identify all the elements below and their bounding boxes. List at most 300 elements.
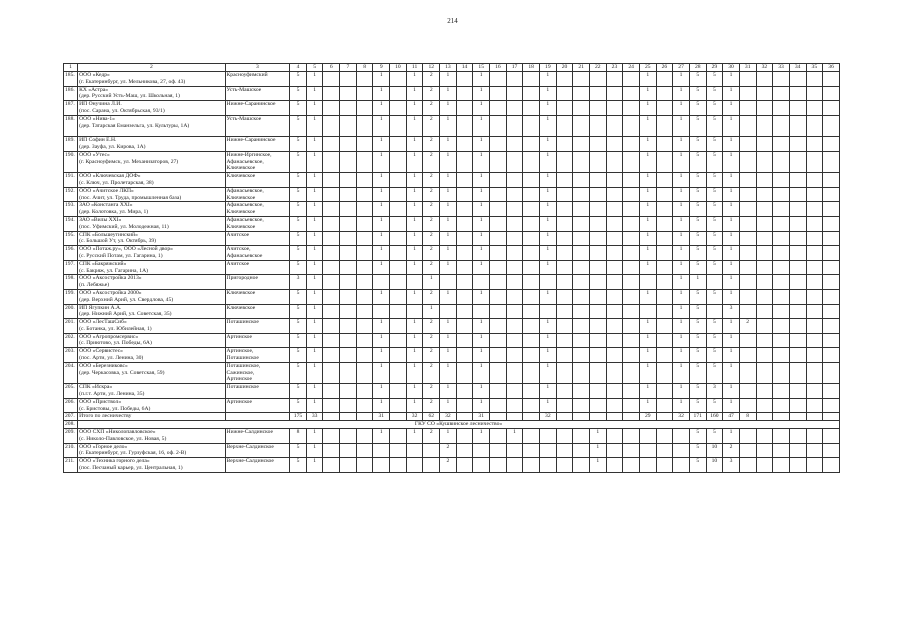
value-cell bbox=[556, 137, 573, 152]
header-cell: 31 bbox=[739, 64, 756, 72]
value-cell bbox=[789, 231, 806, 246]
header-cell: 7 bbox=[340, 64, 357, 72]
value-cell: 1 bbox=[473, 246, 490, 261]
value-cell bbox=[490, 202, 507, 217]
value-cell bbox=[573, 275, 590, 290]
row-number: 198. bbox=[64, 275, 78, 290]
value-cell: 1 bbox=[540, 151, 557, 172]
value-cell bbox=[473, 275, 490, 290]
value-cell: 1 bbox=[306, 72, 323, 87]
value-cell bbox=[356, 443, 373, 458]
value-cell bbox=[340, 173, 357, 188]
value-cell: 1 bbox=[440, 429, 457, 444]
value-cell bbox=[589, 72, 606, 87]
value-cell: 1 bbox=[473, 173, 490, 188]
value-cell bbox=[739, 304, 756, 319]
value-cell bbox=[756, 319, 773, 334]
value-cell bbox=[523, 348, 540, 363]
value-cell bbox=[390, 413, 407, 421]
value-cell: 1 bbox=[306, 231, 323, 246]
value-cell: 1 bbox=[440, 115, 457, 136]
value-cell bbox=[490, 362, 507, 383]
value-cell bbox=[823, 151, 840, 172]
value-cell bbox=[323, 398, 340, 413]
row-number: 185. bbox=[64, 72, 78, 87]
value-cell: 32 bbox=[673, 413, 690, 421]
value-cell bbox=[739, 72, 756, 87]
value-cell bbox=[490, 86, 507, 101]
organization-address: (с. Николо-Павловское, ул. Новая, 5) bbox=[79, 435, 167, 442]
value-cell bbox=[573, 137, 590, 152]
value-cell bbox=[490, 101, 507, 116]
value-cell bbox=[823, 304, 840, 319]
table-row bbox=[64, 443, 840, 458]
value-cell bbox=[523, 413, 540, 421]
value-cell bbox=[490, 137, 507, 152]
value-cell: 1 bbox=[306, 348, 323, 363]
value-cell bbox=[456, 429, 473, 444]
row-number: 209. bbox=[64, 429, 78, 444]
value-cell: 1 bbox=[589, 443, 606, 458]
value-cell bbox=[606, 260, 623, 275]
value-cell: 1 bbox=[423, 275, 440, 290]
value-cell: 5 bbox=[290, 398, 307, 413]
organization-address: (г. Екатеринбург, ул. Гурзуфская, 16, оф. 2-В) bbox=[79, 450, 187, 457]
value-cell: 3 bbox=[723, 304, 740, 319]
value-cell bbox=[490, 231, 507, 246]
value-cell bbox=[739, 398, 756, 413]
organization-cell bbox=[78, 72, 225, 87]
value-cell: 1 bbox=[406, 151, 423, 172]
value-cell: 5 bbox=[706, 362, 723, 383]
organization-address: (дер. Черкасовка, ул. Советская, 59) bbox=[79, 369, 165, 376]
value-cell: 1 bbox=[440, 333, 457, 348]
value-cell: 1 bbox=[639, 86, 656, 101]
value-cell bbox=[556, 348, 573, 363]
value-cell bbox=[523, 86, 540, 101]
value-cell bbox=[373, 275, 390, 290]
value-cell bbox=[773, 458, 790, 473]
value-cell bbox=[789, 348, 806, 363]
value-cell: 1 bbox=[306, 384, 323, 399]
organization-name: ИП Ягупкин А.А. bbox=[79, 304, 122, 311]
value-cell: 1 bbox=[540, 187, 557, 202]
value-cell: 5 bbox=[290, 304, 307, 319]
value-cell bbox=[556, 101, 573, 116]
value-cell bbox=[456, 202, 473, 217]
value-cell: 5 bbox=[689, 137, 706, 152]
value-cell bbox=[656, 348, 673, 363]
value-cell bbox=[773, 333, 790, 348]
value-cell: 1 bbox=[373, 246, 390, 261]
value-cell: 62 bbox=[423, 413, 440, 421]
value-cell bbox=[323, 202, 340, 217]
value-cell bbox=[806, 304, 823, 319]
value-cell: 1 bbox=[589, 458, 606, 473]
value-cell: 1 bbox=[406, 72, 423, 87]
value-cell bbox=[490, 443, 507, 458]
value-cell: 2 bbox=[423, 187, 440, 202]
value-cell bbox=[340, 398, 357, 413]
value-cell: 1 bbox=[440, 151, 457, 172]
value-cell bbox=[739, 86, 756, 101]
value-cell bbox=[506, 443, 523, 458]
value-cell bbox=[573, 151, 590, 172]
value-cell: 1 bbox=[723, 275, 740, 290]
value-cell bbox=[573, 173, 590, 188]
value-cell: 1 bbox=[406, 398, 423, 413]
district-cell bbox=[225, 86, 290, 101]
value-cell: 1 bbox=[723, 86, 740, 101]
value-cell: 2 bbox=[423, 137, 440, 152]
value-cell bbox=[773, 86, 790, 101]
value-cell bbox=[623, 413, 640, 421]
value-cell bbox=[573, 362, 590, 383]
organization-cell bbox=[78, 362, 225, 383]
value-cell bbox=[806, 101, 823, 116]
value-cell bbox=[756, 304, 773, 319]
value-cell bbox=[589, 260, 606, 275]
value-cell bbox=[456, 246, 473, 261]
value-cell bbox=[589, 333, 606, 348]
value-cell bbox=[356, 202, 373, 217]
organization-cell bbox=[78, 289, 225, 304]
district-cell bbox=[225, 173, 290, 188]
value-cell: 1 bbox=[639, 72, 656, 87]
value-cell bbox=[823, 362, 840, 383]
value-cell bbox=[356, 260, 373, 275]
value-cell bbox=[506, 384, 523, 399]
value-cell bbox=[773, 384, 790, 399]
value-cell bbox=[806, 173, 823, 188]
value-cell: 1 bbox=[639, 246, 656, 261]
value-cell: 1 bbox=[540, 362, 557, 383]
value-cell bbox=[756, 72, 773, 87]
value-cell bbox=[656, 115, 673, 136]
value-cell: 1 bbox=[473, 101, 490, 116]
value-cell bbox=[356, 413, 373, 421]
value-cell: 5 bbox=[290, 173, 307, 188]
district-cell bbox=[225, 246, 290, 261]
header-cell: 17 bbox=[506, 64, 523, 72]
page-number: 214 bbox=[447, 17, 458, 25]
value-cell: 5 bbox=[290, 348, 307, 363]
register-table bbox=[63, 63, 840, 473]
value-cell: 5 bbox=[290, 216, 307, 231]
value-cell: 5 bbox=[290, 246, 307, 261]
organization-address: (пос. Арти, ул. Ленина, 30) bbox=[79, 355, 144, 362]
district-name: Ключевское bbox=[226, 165, 256, 172]
value-cell: 2 bbox=[723, 443, 740, 458]
value-cell: 1 bbox=[673, 86, 690, 101]
organization-address: (с. Большой Ут, ул. Октябрь, 39) bbox=[79, 238, 157, 245]
value-cell bbox=[456, 173, 473, 188]
value-cell bbox=[556, 260, 573, 275]
value-cell: 1 bbox=[306, 216, 323, 231]
value-cell bbox=[639, 443, 656, 458]
header-cell: 1 bbox=[64, 64, 78, 72]
organization-cell bbox=[78, 173, 225, 188]
value-cell bbox=[390, 319, 407, 334]
value-cell bbox=[556, 398, 573, 413]
value-cell: 5 bbox=[689, 86, 706, 101]
value-cell bbox=[456, 101, 473, 116]
table-row bbox=[64, 173, 840, 188]
organization-cell bbox=[78, 304, 225, 319]
header-cell: 21 bbox=[573, 64, 590, 72]
table-row bbox=[64, 429, 840, 444]
value-cell: 1 bbox=[373, 137, 390, 152]
value-cell bbox=[556, 151, 573, 172]
value-cell: 5 bbox=[706, 86, 723, 101]
value-cell bbox=[823, 137, 840, 152]
value-cell bbox=[573, 216, 590, 231]
value-cell: 1 bbox=[373, 260, 390, 275]
value-cell: 5 bbox=[290, 151, 307, 172]
value-cell bbox=[506, 458, 523, 473]
organization-name: Итого по лесничеству bbox=[79, 413, 132, 420]
value-cell bbox=[756, 101, 773, 116]
value-cell bbox=[356, 429, 373, 444]
table-row bbox=[64, 319, 840, 334]
organization-cell bbox=[78, 137, 225, 152]
district-name: Артинское, bbox=[226, 348, 254, 355]
district-name: Нижне-Салдинское bbox=[226, 429, 273, 436]
value-cell bbox=[390, 72, 407, 87]
value-cell bbox=[656, 333, 673, 348]
value-cell bbox=[456, 72, 473, 87]
value-cell bbox=[390, 231, 407, 246]
value-cell bbox=[606, 333, 623, 348]
organization-address: (с. Ключ, ул. Пролетарская, 38) bbox=[79, 179, 154, 186]
value-cell bbox=[340, 187, 357, 202]
value-cell bbox=[323, 348, 340, 363]
value-cell bbox=[540, 304, 557, 319]
value-cell bbox=[323, 86, 340, 101]
value-cell: 1 bbox=[540, 86, 557, 101]
value-cell bbox=[556, 304, 573, 319]
value-cell bbox=[506, 86, 523, 101]
value-cell bbox=[556, 86, 573, 101]
value-cell: 1 bbox=[540, 202, 557, 217]
value-cell bbox=[573, 304, 590, 319]
value-cell bbox=[656, 231, 673, 246]
value-cell bbox=[606, 362, 623, 383]
value-cell bbox=[456, 187, 473, 202]
organization-cell bbox=[78, 348, 225, 363]
table-row bbox=[64, 421, 840, 429]
value-cell bbox=[340, 333, 357, 348]
value-cell bbox=[556, 246, 573, 261]
value-cell: 1 bbox=[306, 202, 323, 217]
value-cell bbox=[623, 333, 640, 348]
value-cell bbox=[340, 216, 357, 231]
value-cell bbox=[823, 231, 840, 246]
value-cell: 1 bbox=[540, 231, 557, 246]
value-cell bbox=[739, 115, 756, 136]
value-cell bbox=[756, 173, 773, 188]
organization-name: ООО «Аксостройка 2000» bbox=[79, 289, 142, 296]
value-cell: 5 bbox=[689, 333, 706, 348]
value-cell bbox=[739, 246, 756, 261]
value-cell bbox=[556, 173, 573, 188]
value-cell bbox=[623, 246, 640, 261]
value-cell: 5 bbox=[689, 289, 706, 304]
value-cell: 33 bbox=[306, 413, 323, 421]
value-cell: 31 bbox=[373, 413, 390, 421]
organization-name: ООО «Нива-1» bbox=[79, 115, 115, 122]
value-cell bbox=[806, 86, 823, 101]
value-cell bbox=[556, 202, 573, 217]
value-cell bbox=[340, 275, 357, 290]
value-cell bbox=[789, 260, 806, 275]
value-cell bbox=[773, 187, 790, 202]
value-cell: 1 bbox=[639, 398, 656, 413]
value-cell bbox=[756, 333, 773, 348]
value-cell bbox=[656, 72, 673, 87]
value-cell bbox=[523, 275, 540, 290]
value-cell: 8 bbox=[290, 429, 307, 444]
value-cell: 5 bbox=[706, 151, 723, 172]
organization-name: ООО «Горное дело» bbox=[79, 443, 128, 450]
value-cell: 1 bbox=[473, 216, 490, 231]
value-cell: 5 bbox=[689, 72, 706, 87]
value-cell: 1 bbox=[639, 137, 656, 152]
district-cell bbox=[225, 202, 290, 217]
value-cell: 5 bbox=[290, 202, 307, 217]
district-cell bbox=[225, 413, 290, 421]
value-cell bbox=[340, 231, 357, 246]
value-cell: 1 bbox=[440, 289, 457, 304]
header-cell: 35 bbox=[806, 64, 823, 72]
value-cell bbox=[490, 384, 507, 399]
value-cell: 1 bbox=[639, 319, 656, 334]
value-cell: 1 bbox=[673, 398, 690, 413]
value-cell bbox=[490, 289, 507, 304]
organization-address: (п.г.т. Арти, ул. Ленина, 35) bbox=[79, 391, 145, 398]
table-row bbox=[64, 275, 840, 290]
value-cell: 1 bbox=[373, 151, 390, 172]
header-cell: 29 bbox=[706, 64, 723, 72]
value-cell bbox=[739, 443, 756, 458]
organization-name: СПК «Бакряжский» bbox=[79, 260, 127, 267]
value-cell: 1 bbox=[306, 260, 323, 275]
value-cell bbox=[623, 458, 640, 473]
value-cell bbox=[756, 429, 773, 444]
value-cell bbox=[523, 304, 540, 319]
table-row bbox=[64, 384, 840, 399]
value-cell bbox=[356, 216, 373, 231]
value-cell bbox=[573, 319, 590, 334]
header-cell: 32 bbox=[756, 64, 773, 72]
value-cell bbox=[623, 348, 640, 363]
row-number: 187. bbox=[64, 101, 78, 116]
value-cell bbox=[456, 319, 473, 334]
organization-name: ООО «Потаж.ру», ООО «Лесной двор» bbox=[79, 246, 173, 253]
value-cell bbox=[656, 187, 673, 202]
value-cell: 2 bbox=[423, 202, 440, 217]
organization-cell bbox=[78, 333, 225, 348]
value-cell bbox=[323, 275, 340, 290]
value-cell: 5 bbox=[706, 137, 723, 152]
value-cell bbox=[390, 86, 407, 101]
organization-cell bbox=[78, 151, 225, 172]
value-cell bbox=[456, 443, 473, 458]
value-cell: 1 bbox=[723, 348, 740, 363]
value-cell: 1 bbox=[440, 173, 457, 188]
value-cell bbox=[739, 275, 756, 290]
district-cell bbox=[225, 137, 290, 152]
value-cell: 175 bbox=[290, 413, 307, 421]
value-cell bbox=[356, 137, 373, 152]
value-cell: 1 bbox=[306, 443, 323, 458]
value-cell bbox=[773, 173, 790, 188]
value-cell: 1 bbox=[473, 348, 490, 363]
organization-name: ООО «Утес» bbox=[79, 151, 110, 158]
value-cell bbox=[623, 429, 640, 444]
value-cell bbox=[773, 137, 790, 152]
district-cell bbox=[225, 362, 290, 383]
table-row bbox=[64, 246, 840, 261]
value-cell: 2 bbox=[423, 429, 440, 444]
value-cell bbox=[789, 398, 806, 413]
value-cell bbox=[773, 246, 790, 261]
value-cell: 5 bbox=[290, 289, 307, 304]
header-cell: 6 bbox=[323, 64, 340, 72]
table-row bbox=[64, 260, 840, 275]
value-cell: 1 bbox=[306, 304, 323, 319]
value-cell: 3 bbox=[723, 458, 740, 473]
value-cell: 1 bbox=[406, 384, 423, 399]
value-cell bbox=[789, 115, 806, 136]
row-number: 207. bbox=[64, 413, 78, 421]
value-cell bbox=[756, 86, 773, 101]
value-cell: 5 bbox=[706, 231, 723, 246]
value-cell: 1 bbox=[639, 362, 656, 383]
row-number: 204. bbox=[64, 362, 78, 383]
value-cell bbox=[789, 458, 806, 473]
value-cell bbox=[490, 458, 507, 473]
row-number: 194. bbox=[64, 216, 78, 231]
organization-cell bbox=[78, 246, 225, 261]
value-cell bbox=[606, 319, 623, 334]
value-cell bbox=[656, 246, 673, 261]
value-cell bbox=[340, 260, 357, 275]
organization-name: ООО «ЛесТашСиб» bbox=[79, 319, 127, 326]
value-cell bbox=[789, 275, 806, 290]
value-cell: 1 bbox=[673, 101, 690, 116]
value-cell: 1 bbox=[406, 101, 423, 116]
organization-address: (пос. Уфимский, ул. Молодежная, 11) bbox=[79, 223, 169, 230]
value-cell bbox=[789, 429, 806, 444]
value-cell bbox=[390, 202, 407, 217]
value-cell: 1 bbox=[406, 362, 423, 383]
value-cell bbox=[340, 304, 357, 319]
value-cell bbox=[456, 86, 473, 101]
organization-address: (пос. Ачит, ул. Труда, промышленная база) bbox=[79, 194, 182, 201]
value-cell bbox=[456, 304, 473, 319]
value-cell: 5 bbox=[706, 187, 723, 202]
value-cell bbox=[556, 187, 573, 202]
value-cell: 5 bbox=[706, 398, 723, 413]
value-cell bbox=[456, 231, 473, 246]
value-cell bbox=[773, 115, 790, 136]
value-cell: 5 bbox=[689, 173, 706, 188]
value-cell bbox=[823, 72, 840, 87]
value-cell: 5 bbox=[290, 333, 307, 348]
value-cell bbox=[773, 429, 790, 444]
value-cell bbox=[390, 289, 407, 304]
